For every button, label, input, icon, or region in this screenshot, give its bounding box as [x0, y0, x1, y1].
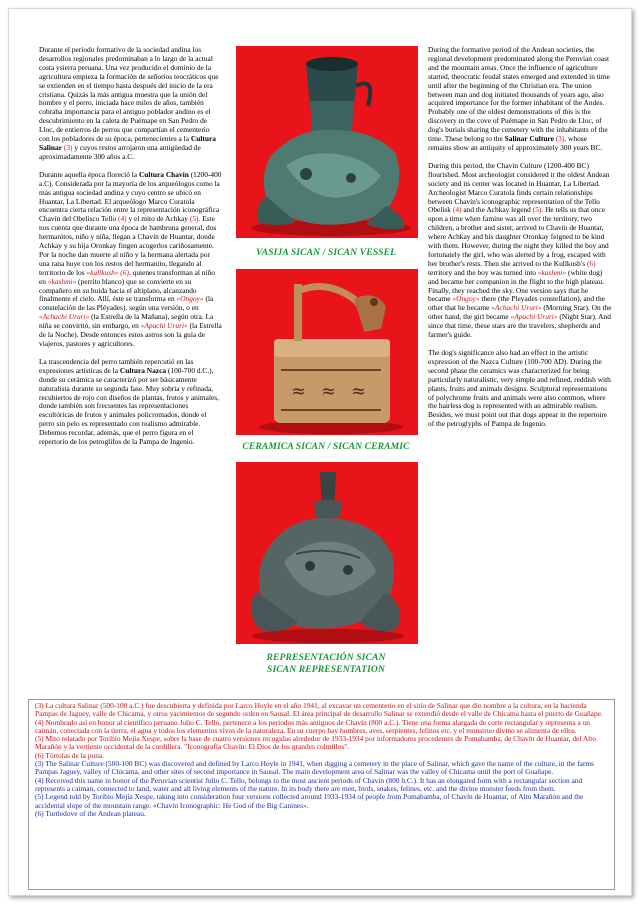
footnote-en-6: (6) Turtledove of the Andean plateau.: [35, 808, 146, 818]
footnote-es-5: (5) Mito relatado por Toribio Mejía Xespe, sobre la base de cuatro versiones recogidas alrededor de 1933-1934 por informadores procedentes de Pomabamba, de Chavín de Huantar, del Alto Marañón y la vertiente occidental de la cordillera. "Iconografía Chavín: El Dios de los grandes colmillos".: [35, 734, 596, 752]
spanish-column: [39, 46, 222, 456]
caption-sican-ceramic: CERAMICA SICAN / SICAN CERAMIC: [242, 441, 410, 452]
english-paragraph-chavin: During this period, the Chavín Culture (1200-400 BC) flourished. Most archeologist considered it the oldest Andean society and its center was located in Huantar, La Libertad. Archeologist Marco Curatola finds certain relationships between Chavín's iconographic representation of the Tello Obelisk (4) and the Achkay legend (5). He tells us that once upon a time when famine was all over the territory, two children, a brother and sister, arrived to Chavín de Huantar, where Achkay and his daughter Oronkay feigned to be kind with them. However, during the night they killed the boy and fortunately the girl, who was alerted by a frog, escaped with her brother's rests. Then she arrived to the Kullkush's (6) territory and the boy was turned into «kashmi» (white dog) and became her companion in the flight to the high plateau. Finally, they reached the sky. One version says that he became «Ongoy» there (the Pleyades constellation), and the other that he became «Achachi Ururi» (Morning Star). On the other hand, the girl became «Apachi Ururi» (Night Star). And since that time, these stars are the travelers, shepherds and farmer's guide.: [428, 160, 612, 340]
footnote-en-4: (4) Received this name in honor of the Peruvian scientist Julio C. Tello, belongs to the most ancient periods of Chavín (800 b.C.). It has an elongated form with a rectangular section and represents a caiman, connected to land, water and all living elements of the nature. In its body there are men, birds, snakes, felines, etc. and the divine monster feeds from them.: [35, 775, 583, 793]
sican-ceramic-photo: [236, 269, 418, 435]
sican-vessel-photo: [236, 46, 418, 238]
footnote-es-3: (3) La cultura Salinar (500-100 a.C.) fue descubierta y definida por Larco Hoyle en el año 1941, al excavar un cementerio en el sitio de Salinar que dio nombre a la cultura, en la hacienda Pampas de Jaguey, valle de Chicama, y otros yacimientos de segundo orden en Sausal. El área principal de desarrollo Salinar se extendió desde el valle de Chicama hasta el puerto de Guañape.: [35, 701, 603, 719]
footnotes-box: [28, 699, 615, 890]
article-page: [8, 8, 632, 896]
caption-sican-representation-en: SICAN REPRESENTATION: [267, 664, 385, 675]
spanish-paragraph-salinar: Durante el período formativo de la sociedad andina los desarrollos regionales predominaban a lo largo de la actual costa ysierra peruana. Una vez producido el dominio de la agricultura empieza la formación de señoríos teocráticos que se extienden en el tiempo hasta después del inicio de la era cristiana. Quizás la más antigua muestra que la unión del hombre y el perro, iniciada hace miles de años, también cobraba importancia para el antiguo poblador andino es el descubrimiento en la caleta de Puémape en San Pedro de Lloc, de entierros de perros que compartían el cementerio con los pobladores de su época, pertenecientes a la Cultura Salinar (3) y cuyos restos arrojaron una antigüedad de aproximadamente 300 años a.C.: [39, 45, 219, 161]
svg-text:≈: ≈: [291, 381, 307, 402]
caption-sican-vessel: VASIJA SICAN / SICAN VESSEL: [255, 247, 397, 258]
footnote-es-6: (6) Tórtolas de la puna.: [35, 750, 105, 760]
english-column: [428, 46, 612, 438]
photo-column: [228, 9, 424, 689]
english-paragraph-nazca: The dog's significance also had an effect in the artistic expression of the Nazca Culture (100-700 AD). During the second phase the ceramics was characterized for being particularly naturalistic, very simple and refined, reddish with plants, fruits and animals designs. Sculptural representations of polychrome fruits and animals were also common, where the hairless dog is represented with an admirable realism. Besides, we must point out that dogs appear in the repertoire of the petroglyphs of Pampa de Ingenio.: [428, 348, 611, 429]
footnote-es-4: (4) Nombrado así en honor al científico peruano Julio C. Tello, pertenece a los periodos más antiguos de Chavín (800 a.C.). Tiene una forma alargada de corte rectangular y representa a un caimán, conectada con la tierra, el agua y todos los elementos vivos de la naturaleza. En su cuerpo hay hombres, aves, serpientes, felinos etc. y el monstruo divino se alimenta de ellos.: [35, 717, 590, 735]
sican-representation-photo: [236, 462, 418, 644]
svg-text:≈: ≈: [321, 381, 337, 402]
svg-text:≈: ≈: [351, 381, 367, 402]
english-paragraph-salinar: During the formative period of the Andean societies, the regional development predominated along the Peruvian coast and the mountain areas. Once the influence of agriculture started, theocratic feudal states emerged and extended in time until after the beginning of the Christian era. The union between man and dog initiated thousands of years ago, also acquired importance for the former inhabitant of the Andes. Probably one of the oldest demonstrations of this is the discovery in the cove of Puémape in San Pedro de Lloc, of dog's burials sharing the cemetery with the inhabitants of the time. These belong to the Salinar Culture (3), whose remains show an antiquity of approximately 300 years BC.: [428, 45, 610, 152]
spanish-paragraph-nazca: La trascendencia del perro también repercutió en las expresiones artísticas de la Cultura Nazca (100-700 d.C.), donde su cerámica se caracterizó por ser básicamente naturalista durante su segunda fase. Muy sobria y refinada, recubiertos de rojo con diseños de plantas, frutos y animales, donde también son frecuentes las representaciones escultóricas de frutos y animales policromados, donde el perro sin pelo es representado con realismo admirable. Debemos recordar, además, que el perro figura en el repertorio de los petroglifos de la Pampa de Ingenio.: [39, 356, 219, 447]
caption-sican-representation-es: REPRESENTACIÓN SICAN: [266, 652, 386, 663]
spanish-paragraph-chavin: Durante aquella época floreció la Cultura Chavín (1200-400 a.C). Considerada por la mayoría de los arqueólogos como la más antigua sociedad andina y cuyo centro se ubicó en Huantar, La Libertad. El arqueólogo Marco Curatola encuentra cierta relación entre la representación iconográfica Chavín del Obelisco Tello (4) y el mito de Achkay (5). Este nos cuenta que durante una época de hambruna general, dos hermanitos, niño y niña, llegan a Chavín de Huantar, donde Achkay y su hija Oronkay fingen acogerlos cariñosamente. Por la noche dan muerte al niño y la hermana alertada por una rana huye con los restos del hermanito, llegando al territorio de los «kullkush» (6), quienes transforman al niño en «kashmi» (perrito blanco) que se convierte en su compañero en su huida hacia el altiplano, alcanzando finalmente el cielo. Allí, éste se transforma en «Ongoy» (la constelación de las Pléyades), según una versión, o en «Achachi Ururi» (la Estrella de la Mañana), según otra. La niña se convirtió, sin embargo, en «Apachi Ururi» (la Estrella de la Noche). Desde entonces estos astros son la guía de viajeros, pastores y agricultores.: [39, 169, 222, 348]
footnote-en-5: (5) Legend told by Toribio Mejía Xespe, taking into consideration four versions collected around 1933-1934 of people from Pomabamba, of Chavín de Huantar, of Alto Marañón and the accidental slope of the mountain range. «Chavín Iconographic: He God of the Big Canines».: [35, 792, 584, 810]
footnote-en-3: (3) The Salinar Culture (500-100 BC) was discovered and defined by Larco Hoyle in 1941, when digging a cemetery in the place of Salinar, which gave the name of the culture, in the farms Pampas Jaguey, valley of Chicama, and other sites of second importance in Sausal. The main development area of Salinar was the valley of Chicama until the port of Guañape.: [35, 759, 595, 777]
